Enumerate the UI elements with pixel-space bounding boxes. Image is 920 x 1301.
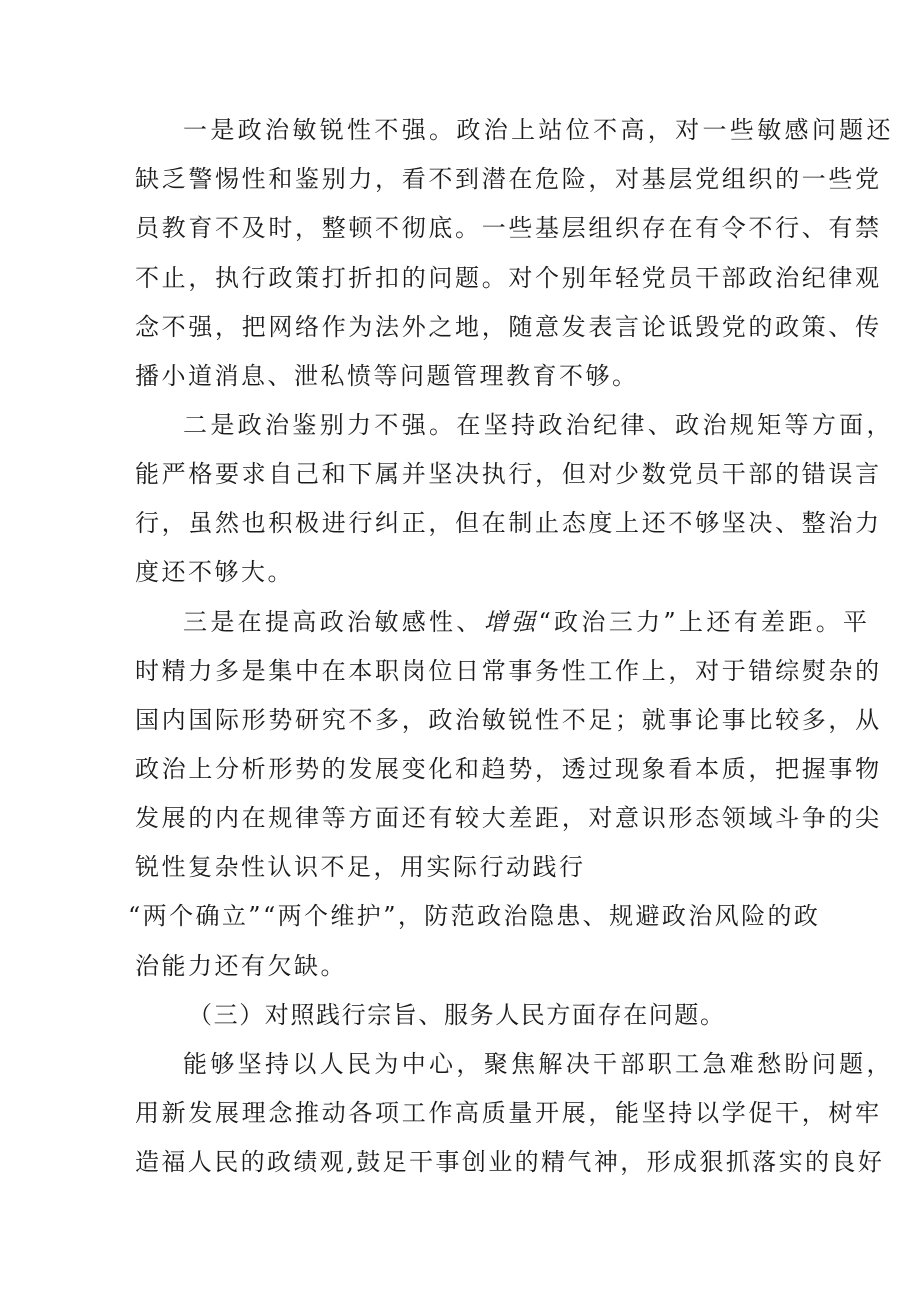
text-line: 能严格要求自己和下属并坚决执行，但对少数党员干部的错误言 (135, 460, 882, 488)
text-segment-emphasis: 增强 (483, 608, 539, 636)
text-line: 用新发展理念推动各项工作高质量开展，能坚持以学促干，树牢 (135, 1099, 882, 1127)
text-segment: 三是在提高政治敏感性、 (183, 608, 484, 636)
text-line: 念不强，把网络作为法外之地，随意发表言论诋毁党的政策、传 (135, 313, 882, 341)
text-line: 能够坚持以人民为中心，聚焦解决干部职工急难愁盼问题， (183, 1050, 894, 1078)
text-line: 播小道消息、泄私愤等问题管理教育不够。 (135, 362, 639, 390)
text-line: “两个确立”“两个维护”，防范政治隐患、规避政治风险的政 (128, 902, 821, 930)
text-line: 国内国际形势研究不多，政治敏锐性不足；就事论事比较多，从 (135, 706, 882, 734)
text-line: 发展的内在规律等方面还有较大差距，对意识形态领域斗争的尖 (135, 804, 882, 832)
text-line: 员教育不及时，整顿不彻底。一些基层组织存在有令不行、有禁 (135, 214, 882, 242)
text-line: 行，虽然也积极进行纠正，但在制止态度上还不够坚决、整治力 (135, 509, 882, 537)
text-segment: “政治三力”上还有差距。平 (538, 608, 871, 636)
text-line: 锐性复杂性认识不足，用实际行动践行 (135, 853, 586, 881)
text-line: 二是政治鉴别力不强。在坚持政治纪律、政治规矩等方面， (183, 411, 894, 439)
text-line: 治能力还有欠缺。 (135, 952, 347, 980)
text-line: 缺乏警惕性和鉴别力，看不到潜在危险，对基层党组织的一些党 (135, 165, 882, 193)
text-line: 政治上分析形势的发展变化和趋势，透过现象看本质，把握事物 (135, 755, 882, 783)
text-line: 造福人民的政绩观,鼓足干事创业的精气神，形成狠抓落实的良好 (135, 1148, 885, 1176)
text-line (183, 607, 871, 637)
section-heading: （三）对照践行宗旨、服务人民方面存在问题。 (188, 1001, 726, 1029)
text-line: 时精力多是集中在本职岗位日常事务性工作上，对于错综熨杂的 (135, 657, 882, 685)
text-line: 不止，执行政策打折扣的问题。对个别年轻党员干部政治纪律观 (135, 264, 882, 292)
text-line: 度还不够大。 (135, 558, 294, 586)
text-line: 一是政治敏锐性不强。政治上站位不高，对一些敏感问题还 (183, 116, 894, 144)
